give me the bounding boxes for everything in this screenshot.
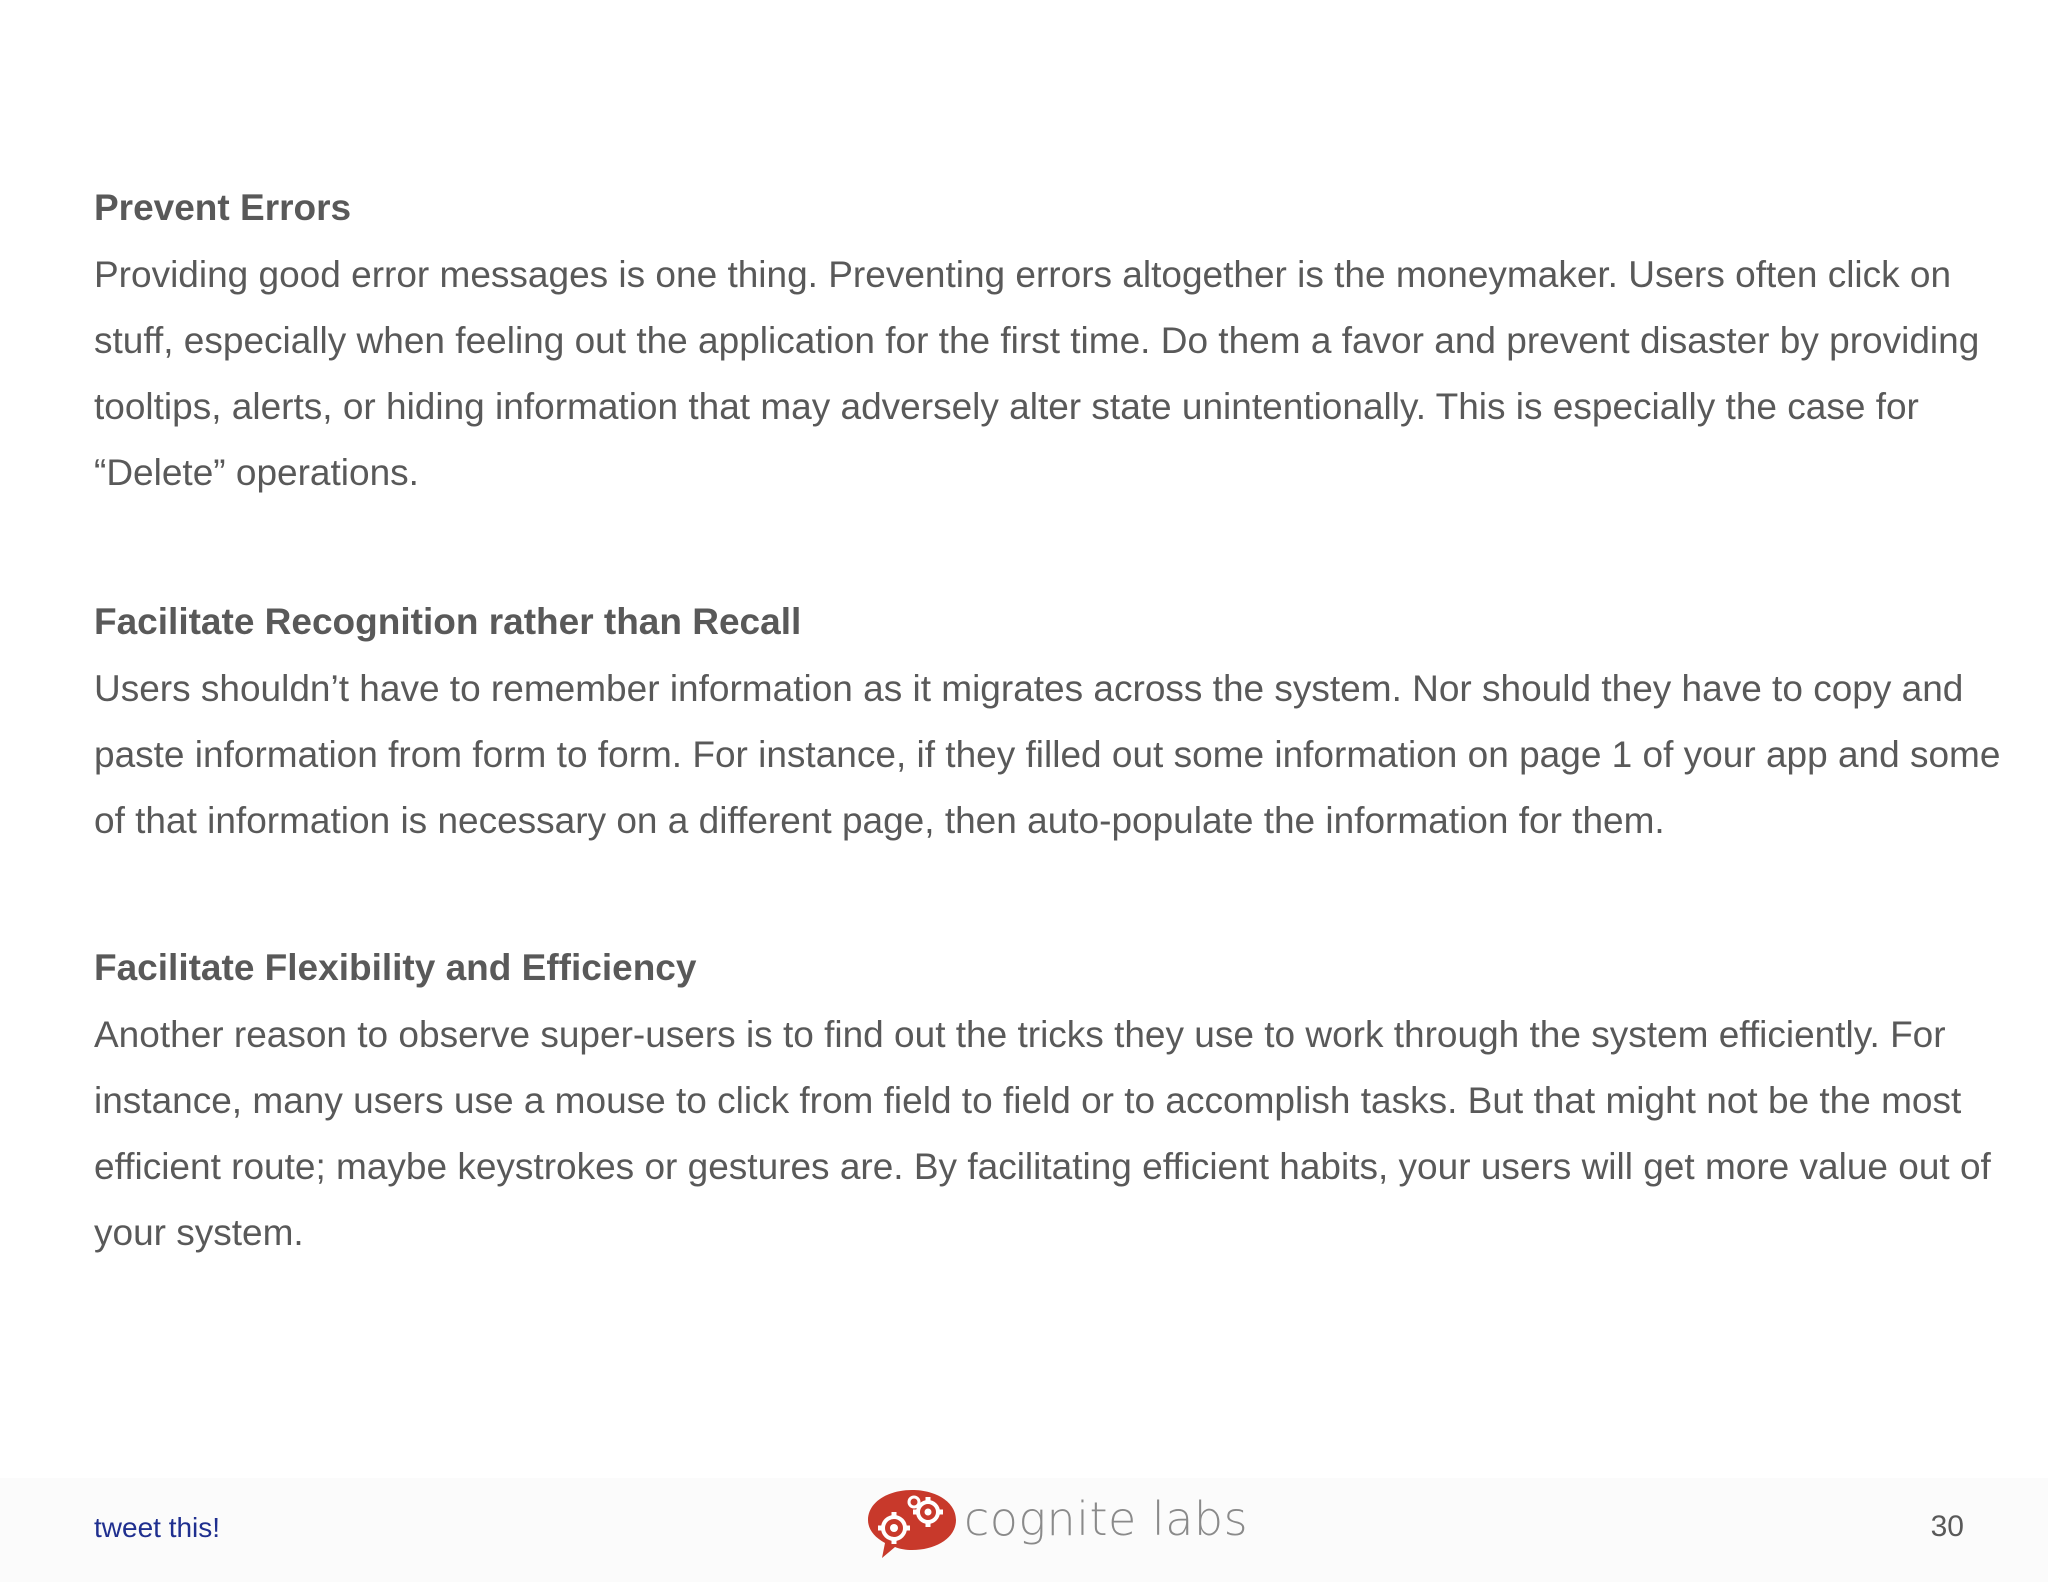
logo-text: cognite labs [964,1492,1249,1546]
cognite-labs-logo [864,1484,1248,1564]
section-heading: Facilitate Recognition rather than Recall [94,601,802,642]
section-flexibility-efficiency [94,946,2014,1266]
section-heading: Prevent Errors [94,187,352,228]
section-heading: Facilitate Flexibility and Efficiency [94,947,697,988]
section-prevent-errors [94,186,2014,506]
tweet-this-link[interactable]: tweet this! [94,1512,221,1543]
section-body: Users shouldn’t have to remember information as it migrates across the system. Nor should they have to copy and paste information from form to form. For instance, if they filled out some information on page 1 of your app and some of that information is necessary on a different page, then auto-populate the information for them. [94,668,2001,841]
section-recognition-recall [94,600,2014,854]
gears-speech-bubble-icon [864,1484,960,1564]
section-body: Providing good error messages is one thing. Preventing errors altogether is the moneymaker. Users often click on stuff, especially when feeling out the application for the first time. Do them a favor and prevent disaster by providing tooltips, alerts, or hiding information that may adversely alter state unintentionally. This is especially the case for “Delete” operations. [94,254,1980,493]
page-number: 30 [1930,1510,1964,1543]
section-body: Another reason to observe super-users is to find out the tricks they use to work through the system efficiently. For instance, many users use a mouse to click from field to field or to accomplish tasks. But that might not be the most efficient route; maybe keystrokes or gestures are. By facilitating efficient habits, your users will get more value out of your system. [94,1014,1991,1253]
